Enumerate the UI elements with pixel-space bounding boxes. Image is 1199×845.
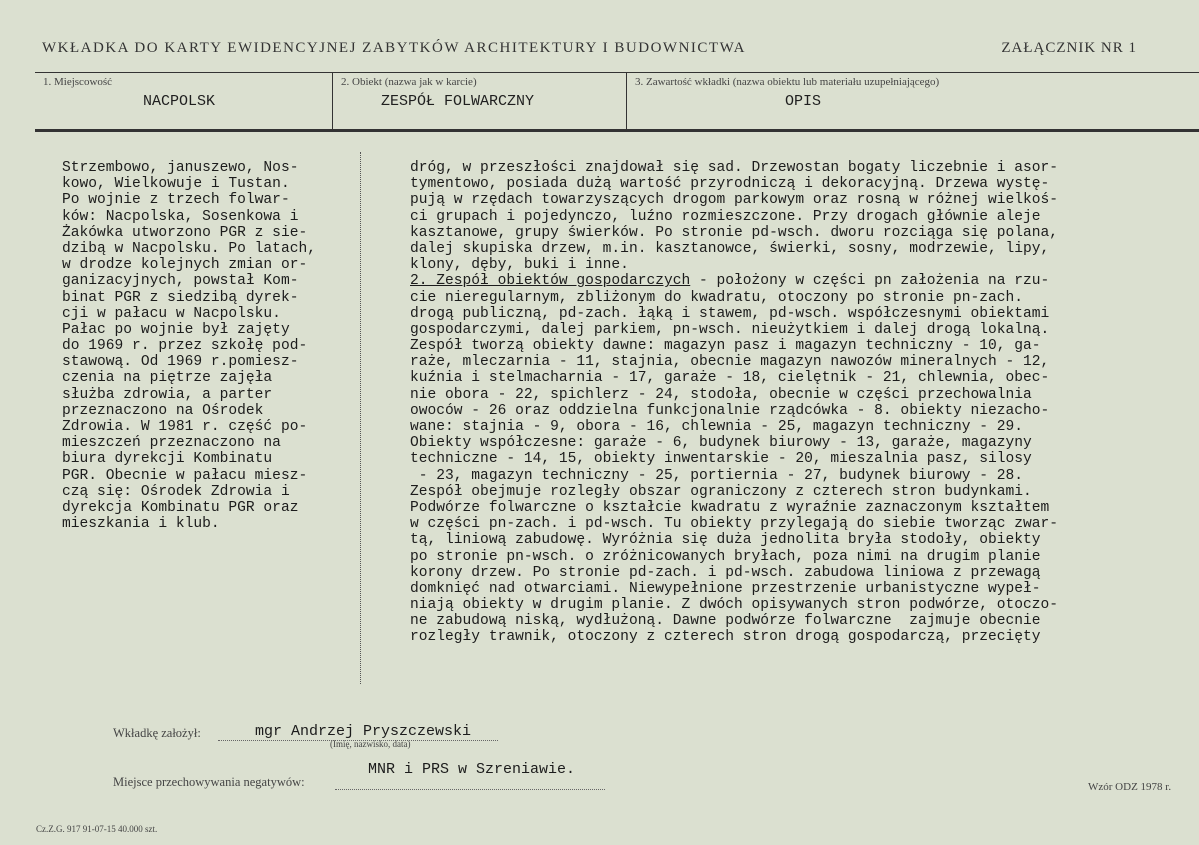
text-line: dalej skupiska drzew, m.in. kasztanowce, świerki, sosny, modrzewie, lipy, [410, 240, 1050, 257]
content-label: 3. Zawartość wkładki (nazwa obiektu lub materiału uzupełniającego) [635, 76, 940, 88]
form-title: WKŁADKA DO KARTY EWIDENCYJNEJ ZABYTKÓW ARCHITEKTURY I BUDOWNICTWA [42, 40, 746, 56]
object-label: 2. Obiekt (nazwa jak w karcie) [341, 76, 477, 88]
text-line: wane: stajnia - 9, obora - 16, chlewnia - 25, magazyn techniczny - 29. [410, 419, 1024, 435]
content-value: OPIS [785, 93, 822, 110]
storage-line [335, 789, 605, 790]
text-line: tymentowo, posiada dużą wartość przyrodniczą i dekoracyjną. Drzewa wystę- [410, 176, 1050, 193]
text-line: cji w pałacu w Nacpolsku. [62, 305, 281, 322]
text-line: mieszkania i klub. [62, 516, 220, 533]
content-field [626, 73, 1199, 129]
text-line: Po wojnie z trzech folwar- [62, 192, 290, 209]
text-line: niają obiekty w drugim planie. Z dwóch opisywanych stron podwórze, otoczo- [410, 597, 1059, 614]
text-line: klony, dęby, buki i inne. [410, 257, 629, 274]
text-line: ganizacyjnych, powstał Kom- [62, 273, 299, 290]
text-line: kasztanowe, grupy świerków. Po stronie pd-wsch. dworu rozciąga się polana, [410, 224, 1059, 241]
text-line: domknięć nad otwarciami. Niewypełnione przestrzenie urbanistyczne wypeł- [410, 580, 1041, 597]
text-line: nie obora - 22, spichlerz - 24, stodoła, obecnie w części przechowalnia [410, 386, 1032, 403]
text-line: służba zdrowia, a parter [62, 386, 273, 403]
text-line: ne zabudową niską, wydłużoną. Dawne podwórze folwarczne zajmuje obecnie [410, 613, 1041, 630]
text-line: PGR. Obecnie w pałacu miesz- [62, 467, 308, 484]
text-line: gospodarczymi, dalej parkiem, pn-wsch. nieużytkiem i dalej drogą lokalną. [410, 321, 1050, 338]
text-line: Żakówka utworzono PGR z sie- [62, 224, 308, 241]
text-line: drogą publiczną, pd-zach. łąką i stawem, pd-wsch. współczesnymi obiektami [410, 305, 1050, 322]
text-line: kuźnia i stelmacharnia - 17, garaże - 18, cielętnik - 21, chlewnia, obec- [410, 370, 1050, 387]
text-line: Podwórze folwarczne o kształcie kwadratu z wyraźnie zaznaczonym kształtem [410, 499, 1050, 516]
text-line: Zespół obejmuje rozległy obszar ograniczony z czterech stron budynkami. [410, 483, 1032, 500]
text-line: korony drzew. Po stronie pd-zach. i pd-wsch. zabudowa liniowa z przewagą [410, 564, 1041, 581]
text-line: dzibą w Nacpolsku. Po latach, [62, 240, 316, 257]
author-label: Wkładkę założył: [113, 726, 201, 740]
text-line: Zespół tworzą obiekty dawne: magazyn pasz i magazyn techniczny - 10, ga- [410, 338, 1041, 355]
text-line: tą, liniową zabudowę. Wyróżnia się duża jednolita bryła stodoły, obiekty [410, 532, 1041, 549]
text-line: biura dyrekcji Kombinatu [62, 451, 273, 468]
text-line: czą się: Ośrodek Zdrowia i [62, 483, 290, 500]
text-line: - 23, magazyn techniczny - 25, portiernia - 27, budynek biurowy - 28. [410, 467, 1024, 484]
text-line: Pałac po wojnie był zajęty [62, 321, 290, 338]
column-divider [360, 152, 361, 684]
print-code: Cz.Z.G. 917 91-07-15 40.000 szt. [36, 824, 158, 834]
locality-field [35, 73, 332, 129]
storage-label: Miejsce przechowywania negatywów: [113, 775, 305, 789]
template-code: Wzór ODZ 1978 r. [1088, 781, 1172, 793]
text-line: cie nieregularnym, zbliżonym do kwadratu, otoczony po stronie pn-zach. [410, 289, 1024, 306]
section2-heading: 2. Zespół obiektów gospodarczych [410, 273, 691, 290]
storage-value: MNR i PRS w Szreniawie. [368, 761, 576, 778]
text-line: czenia na piętrze zajęła [62, 370, 273, 387]
attachment-number: ZAŁĄCZNIK NR 1 [1001, 40, 1137, 56]
text-line: Obiekty współczesne: garaże - 6, budynek biurowy - 13, garaże, magazyny [410, 435, 1032, 452]
text-line: w części pn-zach. i pd-wsch. Tu obiekty przylegają do siebie tworząc zwar- [410, 516, 1059, 533]
section2-line [410, 273, 1170, 289]
text-line: techniczne - 14, 15, obiekty inwentarskie - 20, mieszalnia pasz, silosy [410, 451, 1032, 468]
author-value: mgr Andrzej Pryszczewski [255, 723, 472, 740]
locality-label: 1. Miejscowość [43, 76, 113, 88]
text-line: dróg, w przeszłości znajdował się sad. Drzewostan bogaty liczebnie i asor- [410, 160, 1059, 176]
text-line: po stronie pn-wsch. o zróżnicowanych bryłach, poza nimi na drugim planie [410, 548, 1041, 565]
text-line: ci grupach i pojedynczo, luźno rozmieszczone. Przy drogach głównie aleje [410, 208, 1041, 225]
text-line: Strzembowo, januszewo, Nos- [62, 160, 299, 176]
text-line: rozległy trawnik, otoczony z czterech stron drogą gospodarczą, przecięty [410, 629, 1041, 646]
section2-rest: - położony w części pn założenia na rzu- [690, 273, 1050, 290]
author-hint: (Imię, nazwisko, data) [330, 739, 411, 749]
text-line: raże, mleczarnia - 11, stajnia, obecnie magazyn nawozów mineralnych - 12, [410, 354, 1050, 371]
text-line: w drodze kolejnych zmian or- [62, 257, 308, 274]
header-fields [35, 72, 1199, 132]
text-line: owoców - 26 oraz oddzielna funkcjonalnie rządcówka - 8. obiekty niezacho- [410, 402, 1050, 419]
text-line: pują w rzędach towarzyszących drogom parkowym oraz rosną w różnej wielkoś- [410, 192, 1059, 209]
text-line: kowo, Wielkowuje i Tustan. [62, 176, 290, 193]
left-text-column [62, 160, 354, 532]
text-line: mieszczeń przeznaczono na [62, 435, 281, 452]
text-line: przeznaczono na Ośrodek [62, 402, 264, 419]
text-line: dyrekcja Kombinatu PGR oraz [62, 499, 299, 516]
text-line: ków: Nacpolska, Sosenkowa i [62, 208, 299, 225]
object-value: ZESPÓŁ FOLWARCZNY [381, 93, 535, 110]
object-field [332, 73, 626, 129]
text-line: stawową. Od 1969 r.pomiesz- [62, 354, 299, 371]
text-line: Zdrowia. W 1981 r. część po- [62, 419, 308, 435]
locality-value: NACPOLSK [143, 93, 216, 110]
text-line: do 1969 r. przez szkołę pod- [62, 338, 308, 355]
text-line: binat PGR z siedzibą dyrek- [62, 289, 299, 306]
right-text-column [410, 160, 1170, 646]
